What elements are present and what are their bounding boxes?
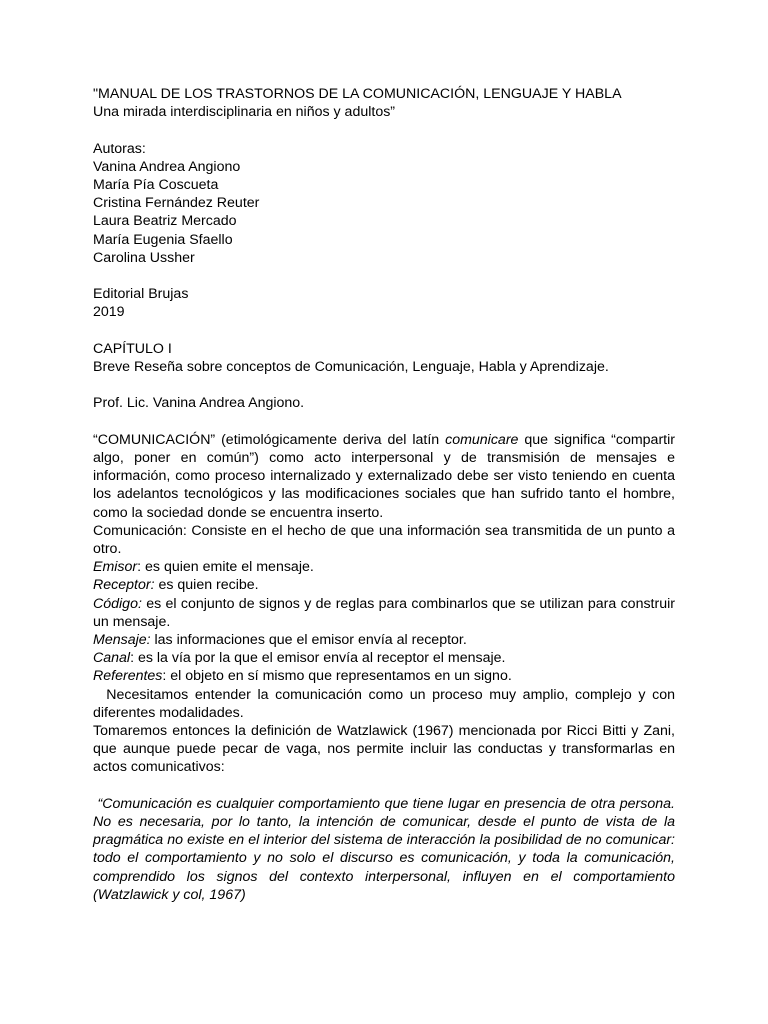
chapter-title: Breve Reseña sobre conceptos de Comunicación, Lenguaje, Habla y Aprendizaje. [93, 359, 609, 375]
term-mensaje [93, 631, 675, 649]
term-label: Referentes [93, 668, 163, 685]
term-label: Código: [93, 595, 142, 612]
spacer [93, 413, 675, 431]
term-definition: : es la vía por la que el emisor envía al receptor el mensaje. [130, 650, 506, 667]
term-codigo [93, 595, 675, 631]
latin-term: comunicare [445, 431, 519, 448]
spacer [93, 376, 675, 394]
chapter-author: Prof. Lic. Vanina Andrea Angiono. [93, 395, 305, 412]
term-label: Emisor [93, 559, 138, 576]
term-definition: : el objeto en sí mismo que representamos en un signo. [162, 668, 512, 685]
intro-text-part1: “COMUNICACIÓN” (etimológicamente deriva del latín [93, 431, 446, 448]
author-name: María Eugenia Sfaello [93, 231, 233, 248]
spacer [93, 777, 675, 795]
term-definition: las informaciones que el emisor envía al receptor. [150, 632, 467, 649]
spacer [93, 121, 675, 139]
watzlawick-paragraph: Tomaremos entonces la definición de Watzlawick (1967) mencionada por Ricci Bitti y Zani, que aunque puede pecar de vaga, nos permite incluir las conductas y transformarlas en actos comunicativos: [93, 723, 675, 776]
author-name: Carolina Ussher [93, 249, 195, 266]
chapter-label: CAPÍTULO I [93, 340, 172, 357]
author-name: Laura Beatriz Mercado [93, 213, 237, 230]
author-name: Vanina Andrea Angiono [93, 158, 241, 175]
publication-year: 2019 [93, 304, 125, 321]
authors-heading: Autoras: [93, 140, 146, 157]
term-definition: es el conjunto de signos y de reglas para combinarlos que se utilizan para construir un mensaje. [93, 595, 675, 630]
quote-paragraph: “Comunicación es cualquier comportamiento que tiene lugar en presencia de otra persona. No es necesaria, por lo tanto, la intención de comunicar, desde el punto de vista de la pragmática no existe en el interior del sistema de interacción la posibilidad de no comunicar: todo el comportamiento y no solo el discurso es comunicación, y toda la comunicación, comprendido los signos del contexto interpersonal, influyen en el comportamiento (Watzlawick y col, 1967) [93, 795, 679, 903]
publisher: Editorial Brujas [93, 286, 189, 303]
term-label: Canal [93, 650, 131, 667]
spacer [93, 322, 675, 340]
term-canal [93, 649, 675, 667]
term-receptor [93, 576, 675, 594]
term-definition: es quien recibe. [154, 577, 259, 594]
term-label: Receptor: [93, 577, 155, 594]
spacer [93, 267, 675, 285]
book-title: "MANUAL DE LOS TRASTORNOS DE LA COMUNICACIÓN, LENGUAJE Y HABLA [93, 86, 622, 102]
author-name: Cristina Fernández Reuter [93, 195, 260, 212]
term-emisor [93, 558, 675, 576]
term-label: Mensaje: [93, 632, 151, 649]
intro-paragraph [93, 431, 675, 522]
term-definition: : es quien emite el mensaje. [137, 559, 314, 576]
term-referentes [93, 667, 675, 685]
document-page [93, 85, 679, 904]
author-name: María Pía Coscueta [93, 177, 219, 193]
book-subtitle: Una mirada interdisciplinaria en niños y adultos” [93, 104, 396, 121]
definition-paragraph: Comunicación: Consiste en el hecho de que una información sea transmitida de un punto a otro. [93, 522, 675, 557]
intro-text-part2: que significa “compartir algo, poner en común”) como acto interpersonal y de transmisión de mensajes e información, como proceso internalizado y externalizado debe ser visto teniendo en cuenta los adelantos tecnológicos y las modificaciones sociales que han sufrido tanto el hombre, como la sociedad donde se encuentra inserto. [93, 431, 675, 521]
need-paragraph: Necesitamos entender la comunicación como un proceso muy amplio, complejo y con diferentes modalidades. [93, 686, 679, 721]
